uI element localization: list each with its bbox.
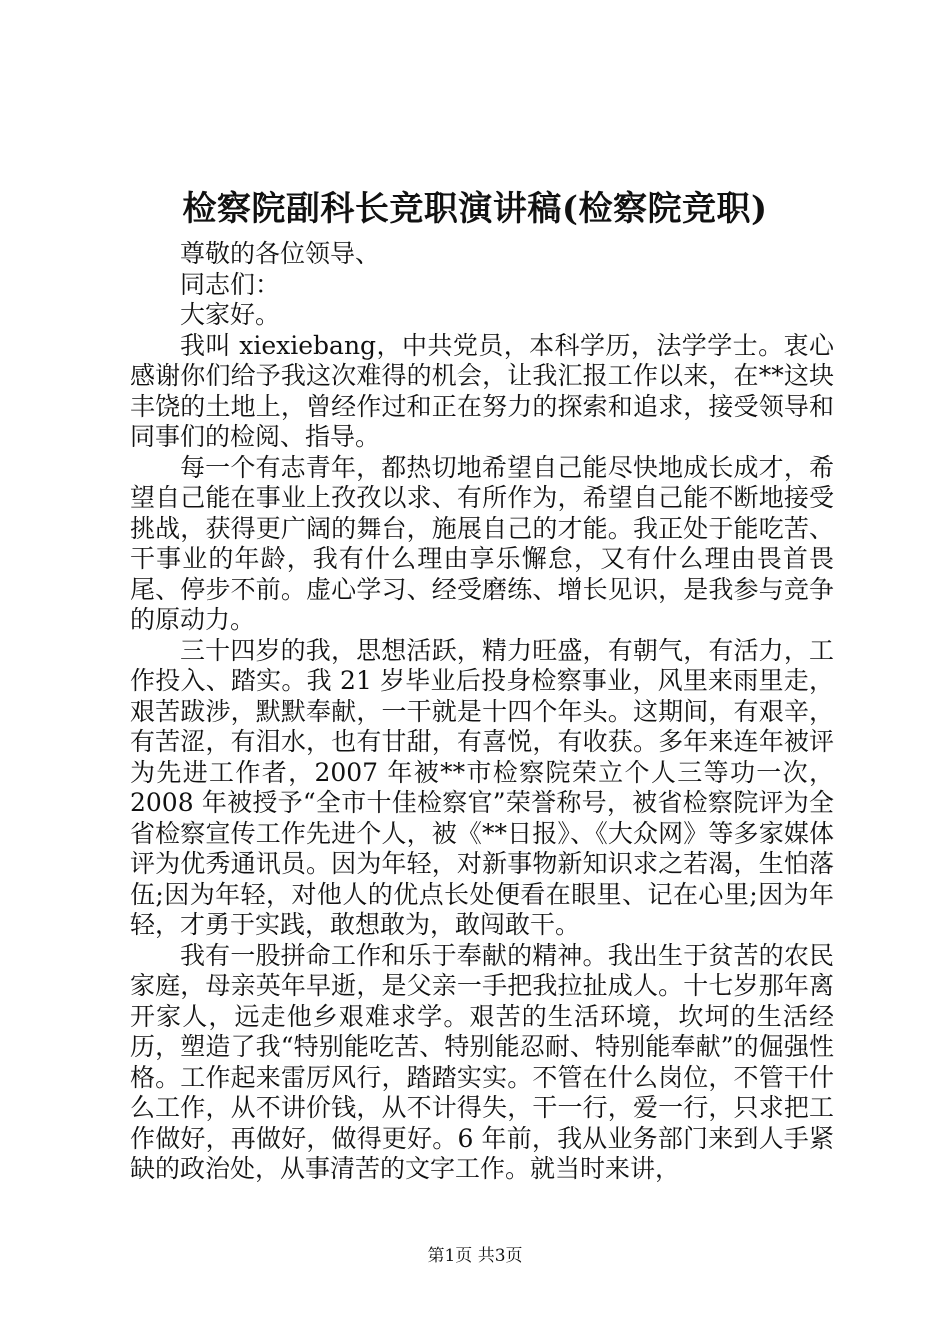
document-body [130, 239, 834, 1185]
document-title: 检察院副科长竞职演讲稿(检察院竞职) [182, 189, 768, 229]
salutation-line-1: 尊敬的各位领导、 [180, 239, 381, 268]
greeting-line: 大家好。 [180, 300, 281, 329]
page-number-footer: 第1页 共3页 [427, 1246, 523, 1266]
paragraph-intro: 我叫 xiexiebang，中共党员，本科学历，法学学士。衷心感谢你们给予我这次难得的机会，让我汇报工作以来，在**这块丰饶的土地上，曾经作过和正在努力的探索和追求，接受领导和同事们的检阅、指导。 [130, 330, 834, 451]
paragraph-dedication: 我有一股拼命工作和乐于奉献的精神。我出生于贫苦的农民家庭，母亲英年早逝，是父亲一手把我拉扯成人。十七岁那年离开家人，远走他乡艰难求学。艰苦的生活环境，坎坷的生活经历，塑造了我“特别能吃苦、特别能忍耐、特别能奉献”的倔强性格。工作起来雷厉风行，踏踏实实。不管在什么岗位，不管干什么工作，从不讲价钱，从不计得失，干一行，爱一行，只求把工作做好，再做好，做得更好。6 年前，我从业务部门来到人手紧缺的政治处，从事清苦的文字工作。就当时来讲， [130, 940, 834, 1183]
paragraph-experience: 三十四岁的我，思想活跃，精力旺盛，有朝气，有活力，工作投入、踏实。我 21 岁毕业后投身检察事业，风里来雨里走，艰苦跋涉，默默奉献，一干就是十四个年头。这期间，有艰辛，有苦涩，有泪水，也有甘甜，有喜悦，有收获。多年来连年被评为先进工作者，2007 年被**市检察院荣立个人三等功一次，2008 年被授予“全市十佳检察官”荣誉称号，被省检察院评为全省检察宣传工作先进个人，被《**日报》、《大众网》等多家媒体评为优秀通讯员。因为年轻，对新事物新知识求之若渴，生怕落伍;因为年轻，对他人的优点长处便看在眼里、记在心里;因为年轻，才勇于实践，敢想敢为，敢闯敢干。 [130, 635, 834, 939]
salutation-line-2: 同志们： [180, 269, 281, 299]
paragraph-motivation: 每一个有志青年，都热切地希望自己能尽快地成长成才，希望自己能在事业上孜孜以求、有所作为，希望自己能不断地接受挑战，获得更广阔的舞台，施展自己的才能。我正处于能吃苦、干事业的年龄，我有什么理由享乐懈怠，又有什么理由畏首畏尾、停步不前。虚心学习、经受磨练、增长见识，是我参与竞争的原动力。 [130, 452, 834, 634]
